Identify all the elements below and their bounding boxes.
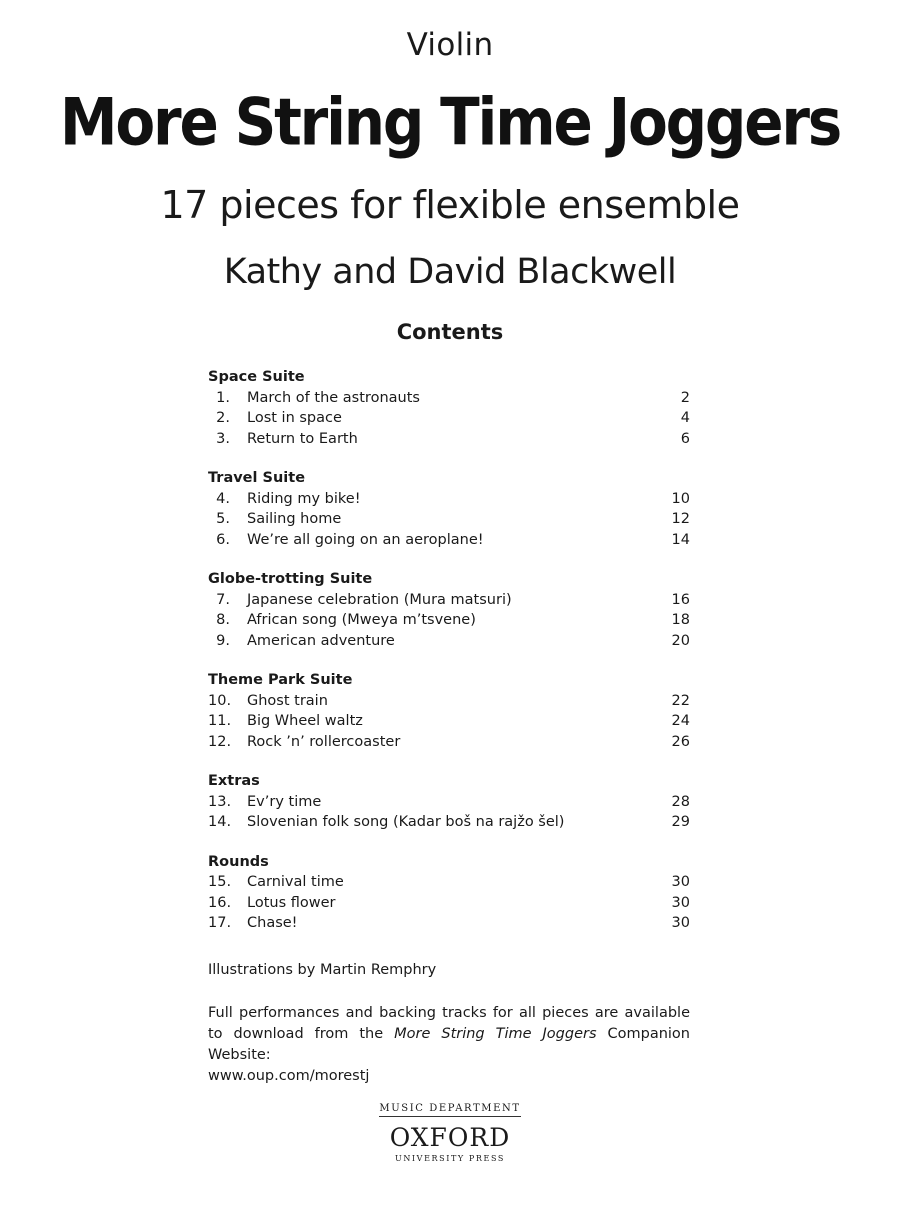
suite-title: Rounds	[208, 853, 269, 870]
entry-number: 4.	[216, 490, 230, 507]
illustrations-credit: Illustrations by Martin Remphry	[208, 962, 437, 978]
entry-number: 14.	[208, 814, 232, 830]
entry-number: 17.	[208, 915, 232, 931]
entry-number: 10.	[208, 692, 232, 709]
entry-page-number: 18	[671, 612, 690, 628]
companion-website-url: www.oup.com/morestj	[208, 1068, 370, 1084]
toc-entry	[208, 812, 690, 833]
entry-number: 16.	[208, 894, 232, 911]
entry-number: 11.	[208, 713, 232, 729]
entry-title: Rock ’n’ rollercoaster	[247, 733, 401, 750]
entry-page-number: 30	[671, 915, 690, 931]
entry-page-number: 10	[671, 490, 690, 507]
toc-entry	[208, 691, 690, 712]
toc-entry	[208, 913, 690, 934]
entry-title: Lost in space	[247, 410, 342, 426]
toc-entry	[208, 408, 690, 429]
downloads-text-before: Full performances and backing tracks for all pieces are available to download from the	[208, 1005, 690, 1042]
entry-title: Ghost train	[247, 692, 328, 709]
toc-suite	[208, 569, 690, 651]
entry-number: 3.	[216, 430, 230, 447]
toc-entry	[208, 489, 690, 510]
entry-page-number: 26	[671, 733, 690, 750]
entry-title: Big Wheel waltz	[247, 713, 363, 729]
toc-entry	[208, 732, 690, 753]
suite-title: Theme Park Suite	[208, 672, 353, 688]
instrument-label: Violin	[406, 27, 494, 63]
downloads-text-after: Companion Website:	[208, 1026, 690, 1063]
entry-title: Japanese celebration (Mura matsuri)	[247, 591, 512, 608]
entry-page-number: 30	[671, 874, 690, 890]
toc-entry	[208, 388, 690, 409]
entry-title: March of the astronauts	[247, 389, 420, 406]
entry-title: American adventure	[247, 632, 395, 649]
publisher-name: OXFORD	[389, 1123, 511, 1152]
book-subtitle: 17 pieces for flexible ensemble	[160, 183, 740, 227]
table-of-contents	[208, 367, 690, 953]
toc-entry	[208, 711, 690, 732]
toc-entry	[208, 631, 690, 652]
entry-page-number: 24	[671, 713, 690, 729]
entry-number: 8.	[216, 612, 230, 628]
book-title: More String Time Joggers	[59, 84, 841, 161]
publisher-logo	[0, 1096, 900, 1163]
suite-title: Space Suite	[208, 369, 305, 385]
entry-number: 6.	[216, 531, 230, 548]
entry-title: Chase!	[247, 915, 298, 931]
toc-entry	[208, 893, 690, 914]
entry-page-number: 6	[680, 430, 690, 447]
entry-number: 2.	[216, 410, 230, 426]
entry-number: 5.	[216, 511, 230, 527]
toc-entry	[208, 792, 690, 813]
toc-suite	[208, 771, 690, 833]
entry-number: 7.	[216, 591, 230, 608]
entry-title: Ev’ry time	[247, 793, 322, 810]
entry-page-number: 12	[671, 511, 690, 527]
contents-heading: Contents	[396, 320, 504, 344]
entry-page-number: 16	[671, 591, 690, 608]
entry-page-number: 28	[671, 793, 690, 810]
entry-title: Slovenian folk song (Kadar boš na rajžo šel)	[247, 814, 565, 830]
downloads-note	[208, 1003, 690, 1087]
publisher-press: UNIVERSITY PRESS	[394, 1154, 505, 1163]
toc-suite	[208, 852, 690, 934]
toc-entry	[208, 610, 690, 631]
entry-number: 12.	[208, 733, 232, 750]
entry-title: Lotus flower	[247, 894, 336, 911]
entry-page-number: 20	[671, 632, 690, 649]
suite-title: Travel Suite	[208, 470, 306, 486]
toc-entry	[208, 509, 690, 530]
entry-title: Sailing home	[247, 511, 342, 527]
entry-page-number: 14	[671, 531, 690, 548]
authors: Kathy and David Blackwell	[223, 252, 677, 292]
toc-entry	[208, 590, 690, 611]
toc-suite	[208, 367, 690, 449]
toc-entry	[208, 530, 690, 551]
entry-number: 15.	[208, 874, 232, 890]
toc-entry	[208, 429, 690, 450]
entry-title: Return to Earth	[247, 430, 358, 447]
entry-page-number: 2	[680, 389, 690, 406]
downloads-italic-title: More String Time Joggers	[394, 1026, 597, 1042]
entry-page-number: 4	[680, 410, 690, 426]
entry-title: Riding my bike!	[247, 490, 361, 507]
suite-title: Globe-trotting Suite	[208, 571, 373, 587]
toc-entry	[208, 872, 690, 893]
entry-title: We’re all going on an aeroplane!	[247, 531, 484, 548]
entry-number: 13.	[208, 793, 232, 810]
entry-page-number: 22	[671, 692, 690, 709]
entry-title: African song (Mweya m’tsvene)	[247, 612, 476, 628]
entry-number: 1.	[216, 389, 230, 406]
entry-number: 9.	[216, 632, 230, 649]
publisher-department: MUSIC DEPARTMENT	[379, 1103, 520, 1117]
suite-title: Extras	[208, 773, 260, 789]
toc-suite	[208, 468, 690, 550]
toc-suite	[208, 670, 690, 752]
entry-title: Carnival time	[247, 874, 344, 890]
entry-page-number: 30	[671, 894, 690, 911]
entry-page-number: 29	[671, 814, 690, 830]
